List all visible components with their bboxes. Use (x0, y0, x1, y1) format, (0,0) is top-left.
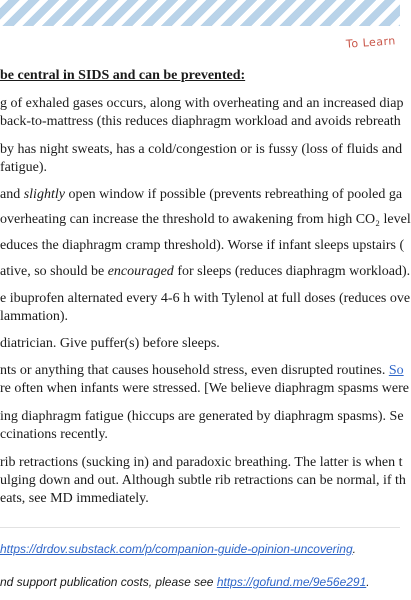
text-line-11: diatrician. Give puffer(s) before sleeps. (0, 336, 220, 351)
footer-line-2 (0, 575, 370, 589)
handwritten-note: To Learn (345, 34, 397, 51)
footer-line-1 (0, 542, 356, 556)
text-line-4: fatigue). (0, 160, 48, 175)
text-line-17: ulging down and out. Although subtle rib retractions can be normal, if th (0, 473, 406, 488)
section-heading: be central in SIDS and can be prevented: (0, 68, 246, 83)
text-line-6: overheating can increase the threshold to awakening from high CO₂ level (0, 212, 411, 227)
text-line-18: eats, see MD immediately. (0, 491, 149, 506)
text-line-16: rib retractions (sucking in) and paradoxic breathing. The latter is when t (0, 455, 403, 470)
emphasis-encouraged: encouraged (107, 264, 174, 279)
text-line-12: nts or anything that causes household stress, even disrupted routines. So (0, 363, 404, 378)
text-line-2: back-to-mattress (this reduces diaphragm workload and avoids rebreath (0, 114, 401, 129)
text-line-14: ing diaphragm fatigue (hiccups are generated by diaphragm spasms). Se (0, 409, 404, 424)
text-line-9: e ibuprofen alternated every 4-6 h with Tylenol at full doses (reduces ove (0, 291, 411, 306)
text-line-8: ative, so should be encouraged for sleeps (reduces diaphragm workload). (0, 264, 411, 279)
gofundme-link[interactable]: https://gofund.me/9e56e291 (216, 575, 367, 589)
link-so[interactable]: So (388, 363, 404, 378)
section-divider (0, 527, 400, 528)
substack-link[interactable]: https://drdov.substack.com/p/companion-guide-opinion-uncovering (0, 542, 353, 556)
footer-punctuation: . (352, 542, 356, 556)
footer-text: nd support publication costs, please see (0, 575, 217, 589)
text-line-10: lammation). (0, 309, 69, 324)
decorative-top-border (0, 0, 400, 26)
text-line-5: and slightly open window if possible (prevents rebreathing of pooled ga (0, 187, 403, 202)
footer-punctuation-2: . (366, 575, 370, 589)
text-line-1: g of exhaled gases occurs, along with overheating and an increased diap (0, 96, 404, 111)
emphasis-slightly: slightly (23, 187, 65, 202)
text-line-3: by has night sweats, has a cold/congestion or is fussy (loss of fluids and (0, 142, 403, 157)
text-line-13: re often when infants were stressed. [We believe diaphragm spasms were (0, 381, 410, 396)
text-line-15: ccinations recently. (0, 427, 108, 442)
text-line-7: educes the diaphragm cramp threshold). Worse if infant sleeps upstairs ( (0, 238, 405, 253)
